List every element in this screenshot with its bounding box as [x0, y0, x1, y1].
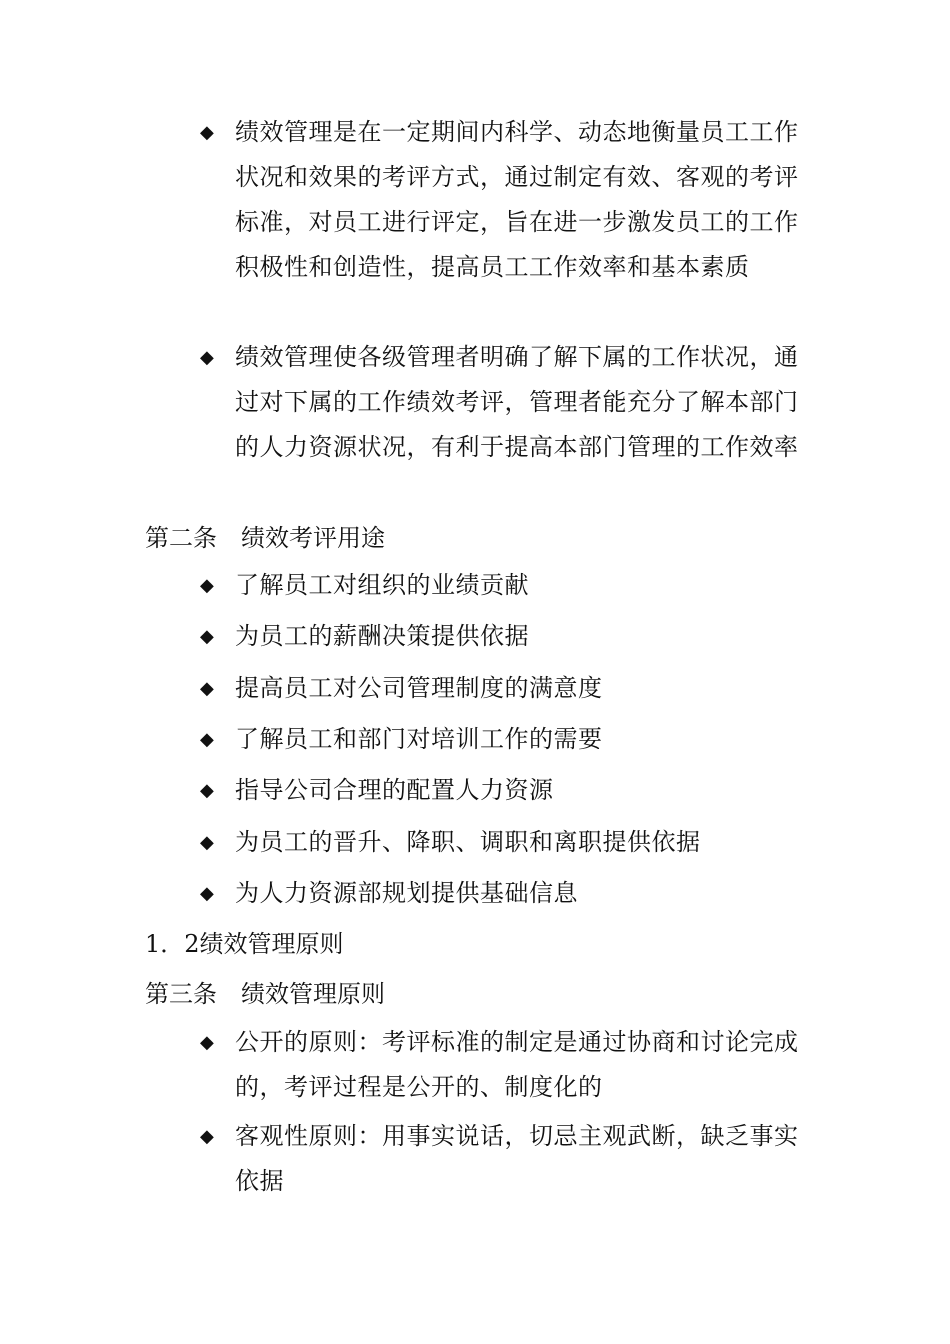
diamond-bullet-icon: ◆ [200, 1126, 214, 1147]
list-item [200, 1114, 820, 1204]
list-item [200, 820, 820, 865]
list-item [200, 717, 820, 762]
list-item-text: 公开的原则：考评标准的制定是通过协商和讨论完成的，考评过程是公开的、制度化的 [235, 1028, 799, 1101]
list-item-text: 绩效管理使各级管理者明确了解下属的工作状况，通过对下属的工作绩效考评，管理者能充分了解本部门的人力资源状况，有利于提高本部门管理的工作效率 [235, 343, 799, 461]
list-item [200, 614, 820, 659]
list-item [200, 768, 820, 813]
list-item [200, 110, 820, 335]
section-heading: 1．2绩效管理原则 [145, 930, 344, 958]
list-item-text: 绩效管理是在一定期间内科学、动态地衡量员工工作状况和效果的考评方式，通过制定有效、客观的考评标准，对员工进行评定，旨在进一步激发员工的工作积极性和创造性，提高员工工作效率和基本素质 [235, 118, 799, 281]
list-item [200, 1020, 820, 1110]
diamond-bullet-icon: ◆ [200, 1032, 214, 1053]
diamond-bullet-icon: ◆ [200, 575, 214, 596]
section-heading: 第三条 绩效管理原则 [145, 980, 385, 1008]
list-item-text: 客观性原则：用事实说话，切忌主观武断，缺乏事实依据 [235, 1122, 799, 1195]
list-item-text: 提高员工对公司管理制度的满意度 [235, 674, 603, 702]
diamond-bullet-icon: ◆ [200, 122, 214, 143]
diamond-bullet-icon: ◆ [200, 832, 214, 853]
list-item-text: 了解员工对组织的业绩贡献 [235, 571, 529, 599]
diamond-bullet-icon: ◆ [200, 883, 214, 904]
list-item [200, 666, 820, 711]
diamond-bullet-icon: ◆ [200, 678, 214, 699]
diamond-bullet-icon: ◆ [200, 347, 214, 368]
section-heading: 第二条 绩效考评用途 [145, 524, 385, 552]
list-item-text: 为员工的晋升、降职、调职和离职提供依据 [235, 828, 701, 856]
list-item-text: 了解员工和部门对培训工作的需要 [235, 725, 603, 753]
list-item-text: 为员工的薪酬决策提供依据 [235, 622, 529, 650]
diamond-bullet-icon: ◆ [200, 626, 214, 647]
list-item [200, 563, 820, 608]
list-item-text: 为人力资源部规划提供基础信息 [235, 879, 578, 907]
list-item-text: 指导公司合理的配置人力资源 [235, 776, 554, 804]
list-item [200, 871, 820, 916]
list-item [200, 335, 820, 515]
diamond-bullet-icon: ◆ [200, 780, 214, 801]
diamond-bullet-icon: ◆ [200, 729, 214, 750]
